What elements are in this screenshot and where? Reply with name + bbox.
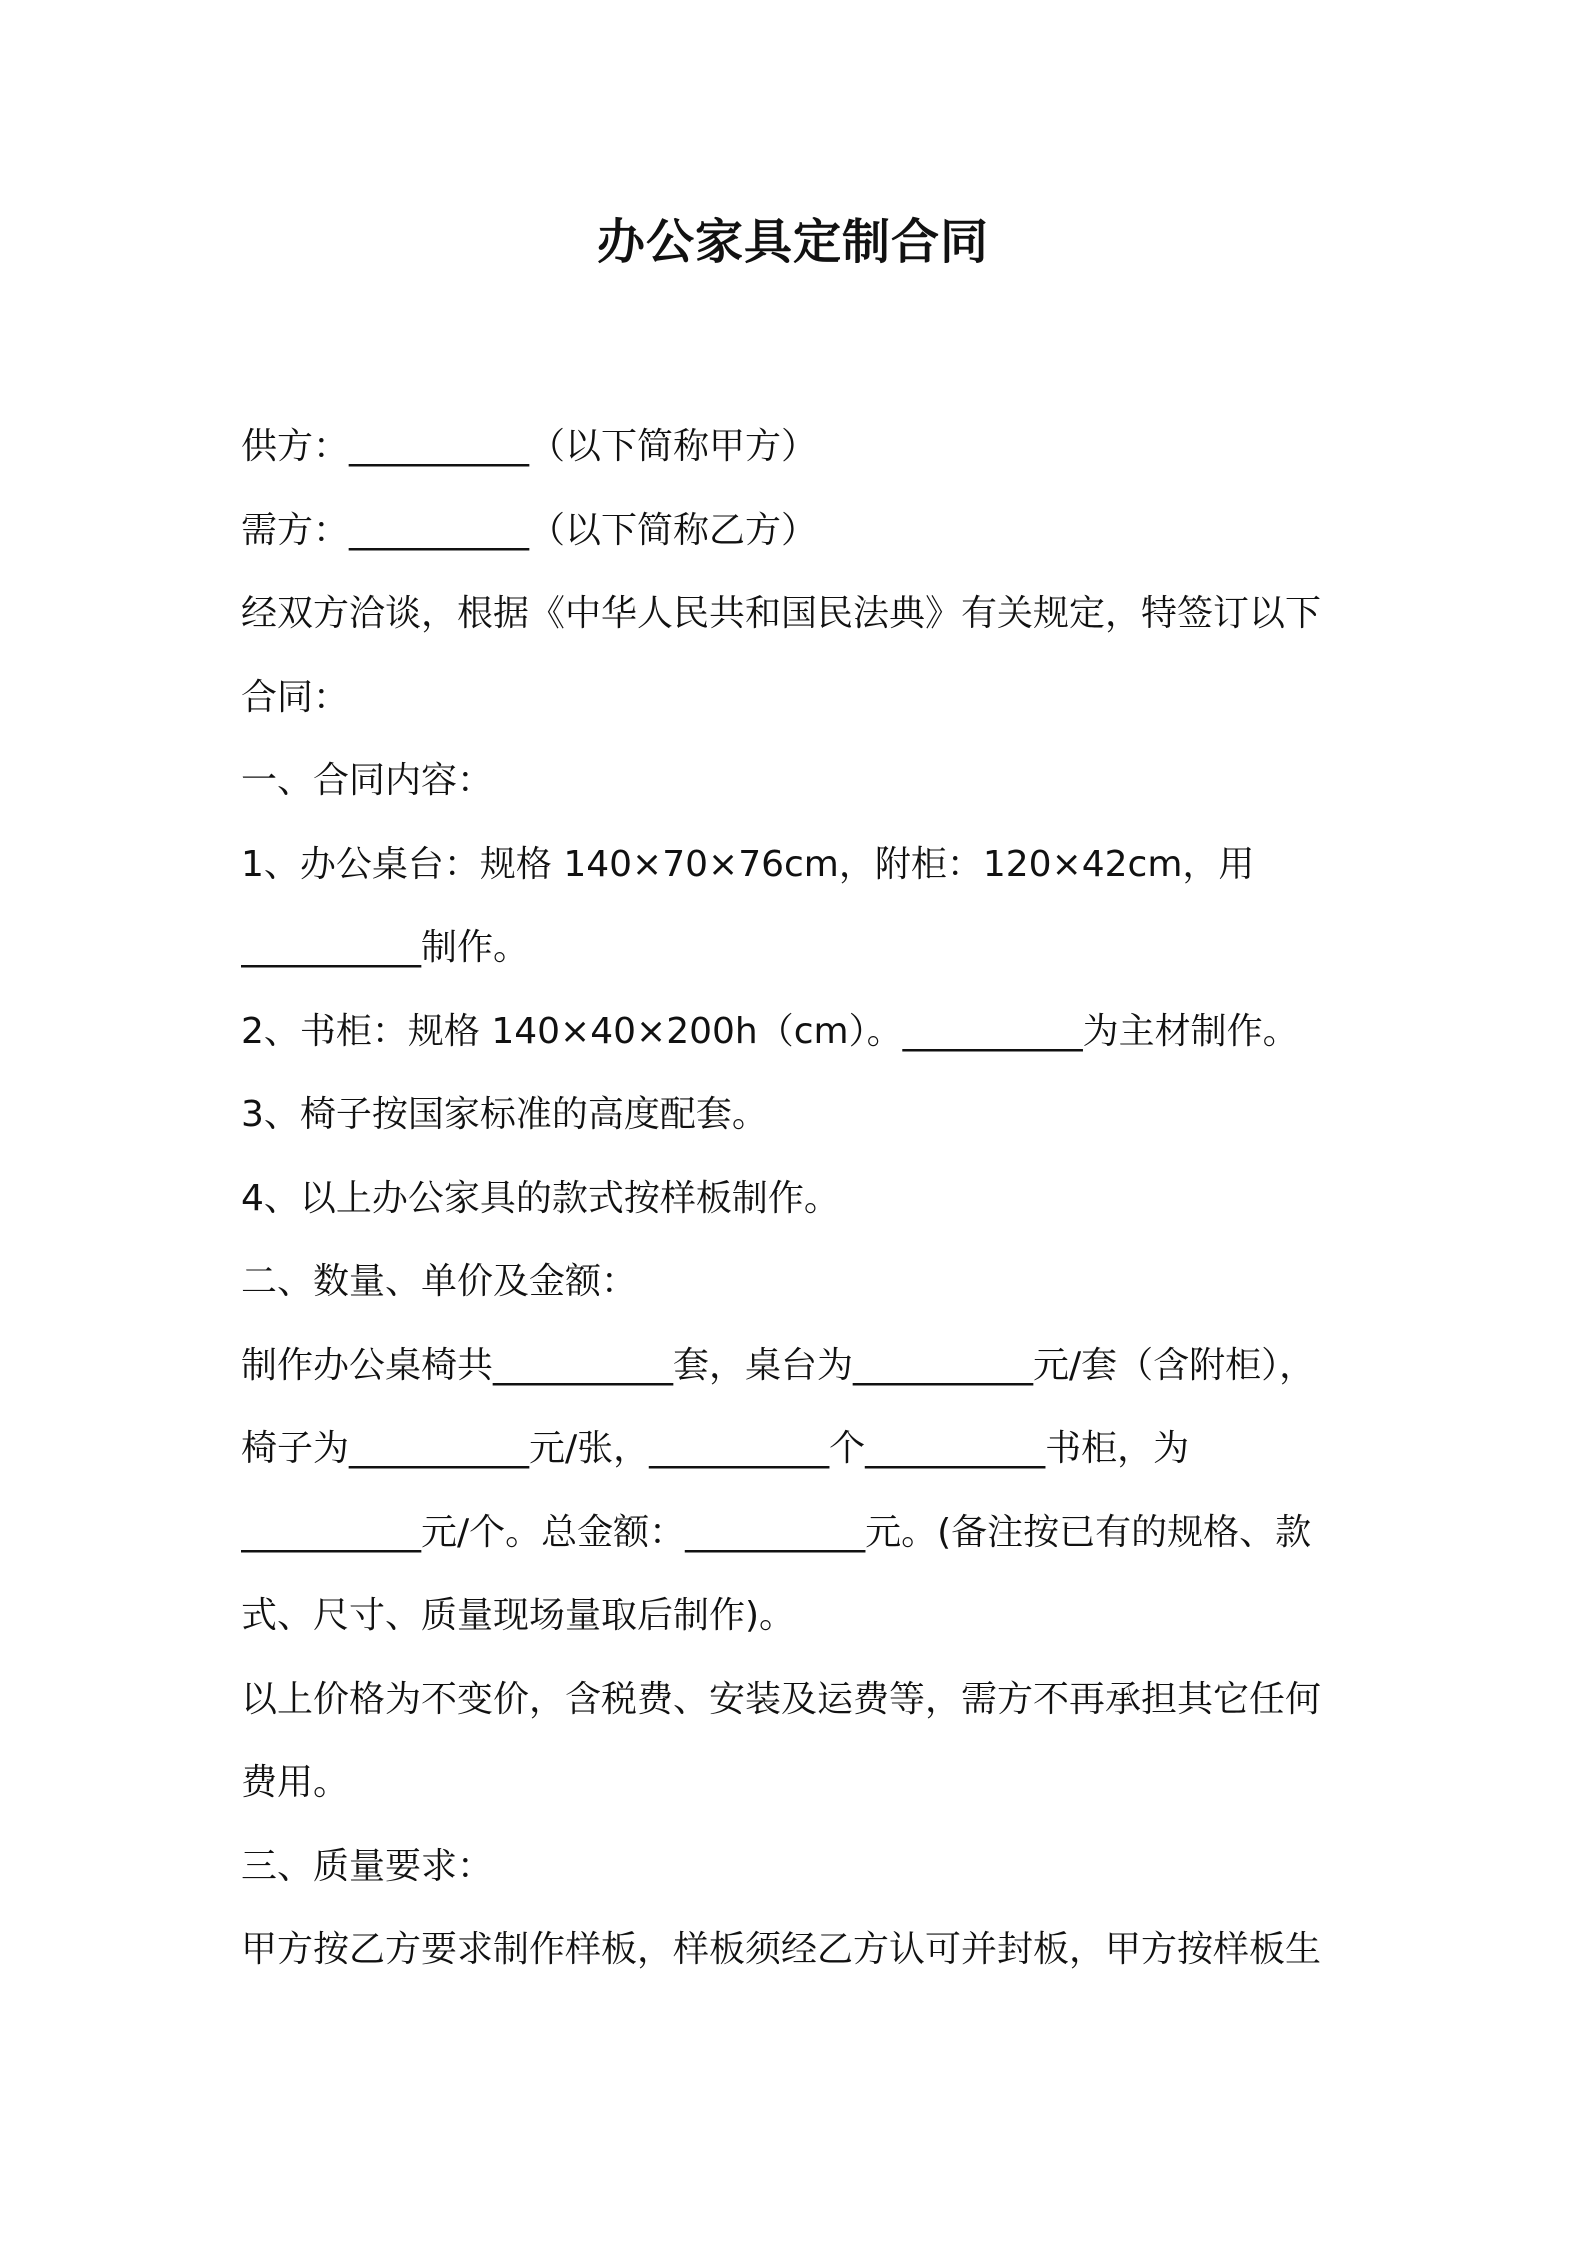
clause-line: 式、尺寸、质量现场量取后制作)。	[241, 1595, 796, 1636]
buyer-line: 需方：__________（以下简称乙方）	[241, 509, 818, 551]
clause-line: 费用。	[241, 1762, 350, 1803]
contract-body	[241, 405, 1361, 1992]
clause-line: 1、办公桌台：规格 140×70×76cm，附柜：120×42cm，用	[241, 843, 1255, 885]
clause-line: 以上价格为不变价，含税费、安装及运费等，需方不再承担其它任何	[241, 1678, 1322, 1720]
section-heading: 一、合同内容：	[241, 760, 494, 801]
clause-line: __________元/个。总金额：__________元。(备注按已有的规格、款	[241, 1511, 1312, 1553]
clause-line: 3、椅子按国家标准的高度配套。	[241, 1094, 768, 1135]
supplier-line: 供方：__________（以下简称甲方）	[241, 426, 818, 467]
clause-line: 2、书柜：规格 140×40×200h（cm）。__________为主材制作。	[241, 1010, 1299, 1052]
preamble-line: 合同：	[241, 676, 350, 718]
document-title: 办公家具定制合同	[596, 214, 989, 270]
section-heading: 二、数量、单价及金额：	[241, 1261, 638, 1302]
clause-line: 椅子为__________元/张，__________个__________书柜，为	[241, 1428, 1190, 1469]
preamble-line: 经双方洽谈，根据《中华人民共和国民法典》有关规定，特签订以下	[241, 593, 1322, 634]
clause-line: 制作办公桌椅共__________套，桌台为__________元/套（含附柜），	[241, 1344, 1316, 1386]
section-heading: 三、质量要求：	[241, 1845, 494, 1887]
clause-line: 甲方按乙方要求制作样板，样板须经乙方认可并封板，甲方按样板生	[241, 1929, 1322, 1970]
clause-line: 4、以上办公家具的款式按样板制作。	[241, 1177, 840, 1219]
clause-line: __________制作。	[241, 927, 530, 968]
